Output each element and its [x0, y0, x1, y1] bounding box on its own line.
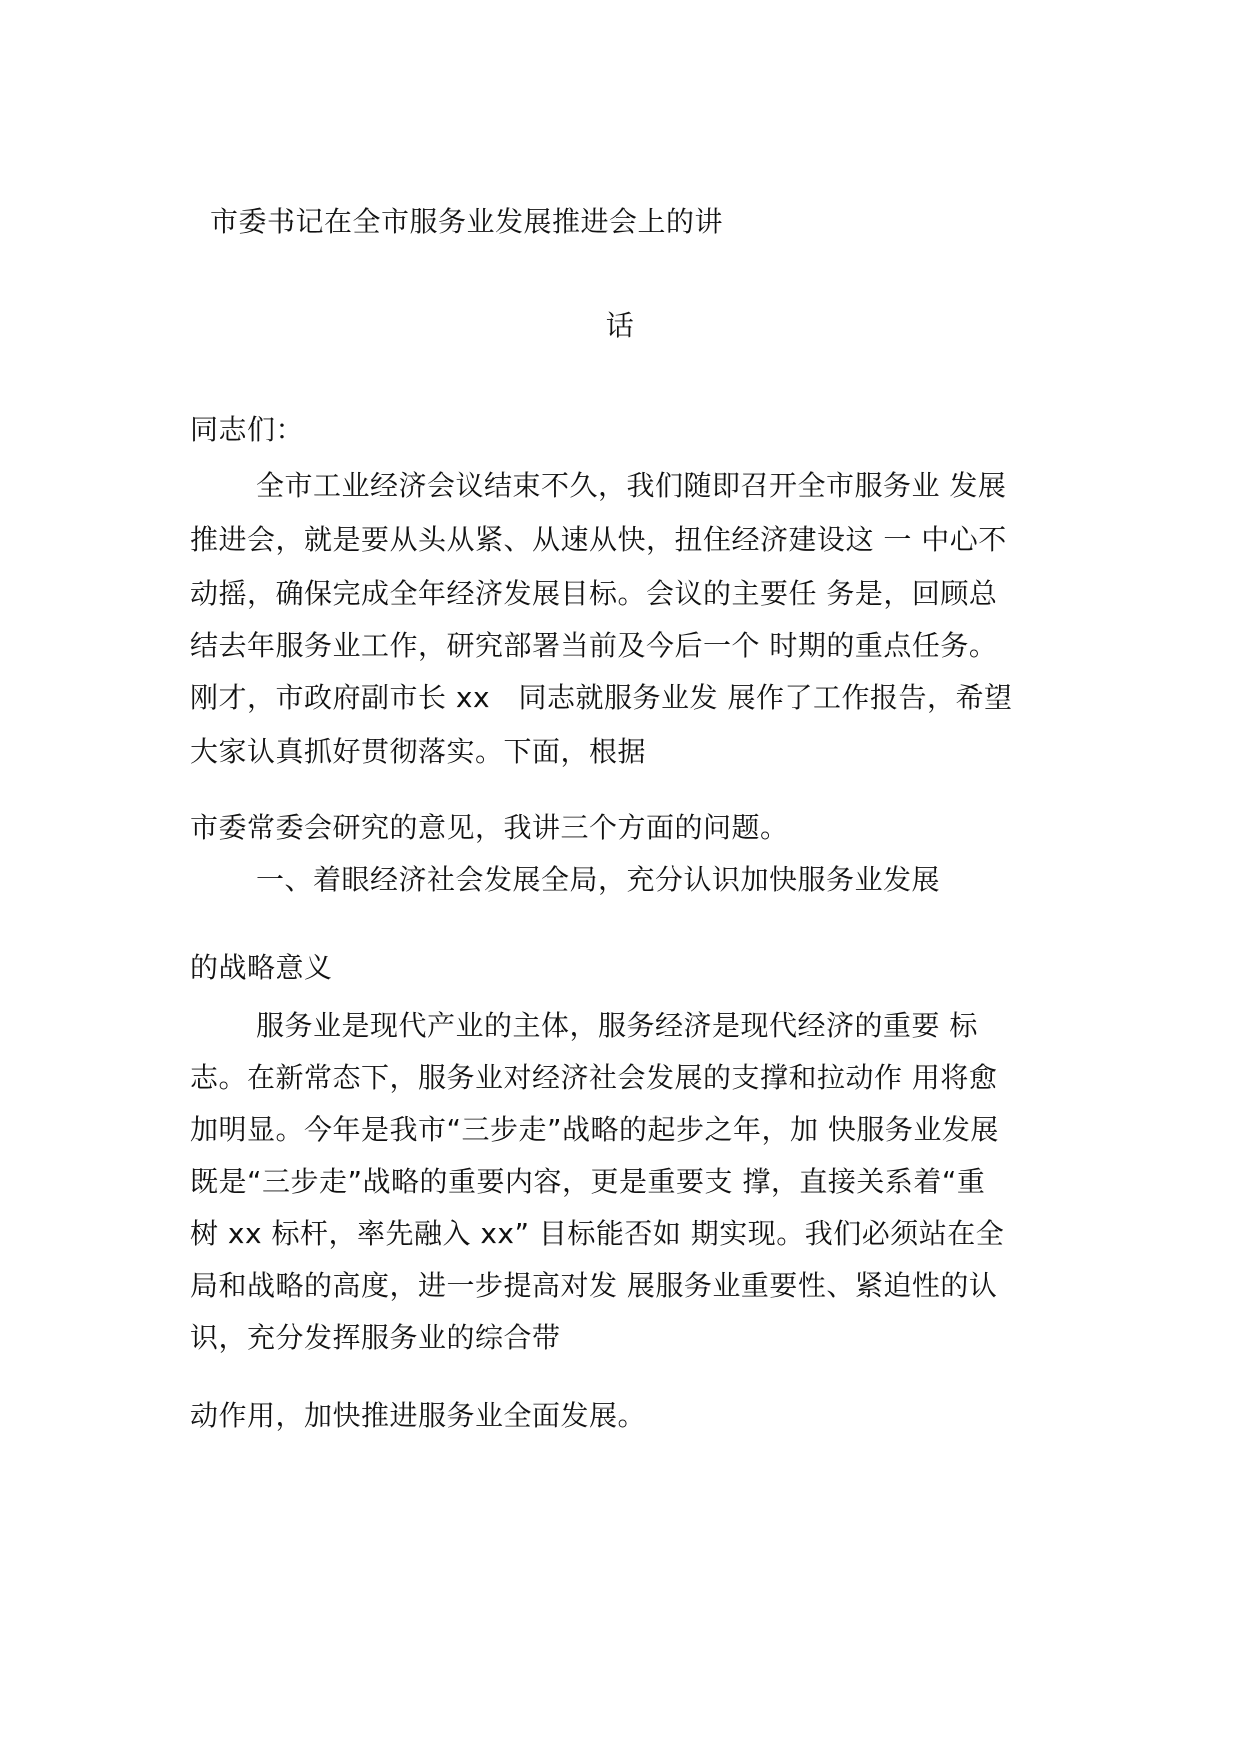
paragraph1-line1: 全市工业经济会议结束不久，我们随即召开全市服务业 发展 [256, 469, 1007, 502]
paragraph1-line4: 结去年服务业工作，研究部署当前及今后一个 时期的重点任务。 [190, 629, 998, 662]
salutation: 同志们： [190, 413, 305, 446]
document-title-line2: 话 [605, 309, 635, 342]
paragraph2-line5: 树 xx 标杆，率先融入 xx” 目标能否如 期实现。我们必须站在全 [190, 1217, 1005, 1250]
paragraph2-line2: 志。在新常态下，服务业对经济社会发展的支撑和拉动作 用将愈 [190, 1061, 998, 1094]
document-title-line1: 市委书记在全市服务业发展推进会上的讲 [210, 205, 724, 238]
paragraph1-line5: 刚才，市政府副市长 xx 同志就服务业发 展作了工作报告，希望 [190, 681, 1013, 714]
paragraph1-line2: 推进会，就是要从头从紧、从速从快，扭住经济建设这 一 中心不 [190, 523, 1007, 556]
paragraph2-line6: 局和战略的高度，进一步提高对发 展服务业重要性、紧迫性的认 [190, 1269, 998, 1302]
paragraph1-tail: 市委常委会研究的意见，我讲三个方面的问题。 [190, 811, 789, 844]
section-heading1-line1: 一、着眼经济社会发展全局，充分认识加快服务业发展 [256, 863, 941, 896]
paragraph2-tail: 动作用，加快推进服务业全面发展。 [190, 1399, 647, 1432]
paragraph2-line1: 服务业是现代产业的主体，服务经济是现代经济的重要 标 [256, 1009, 978, 1042]
section-heading1-line2: 的战略意义 [190, 951, 333, 984]
paragraph2-line3: 加明显。今年是我市“三步走”战略的起步之年，加 快服务业发展 [190, 1113, 999, 1146]
paragraph2-line4: 既是“三步走”战略的重要内容，更是重要支 撑，直接关系着“重 [190, 1165, 986, 1198]
paragraph2-line7: 识，充分发挥服务业的综合带 [190, 1321, 561, 1354]
paragraph1-line6: 大家认真抓好贯彻落实。下面，根据 [190, 735, 647, 768]
paragraph1-line3: 动摇，确保完成全年经济发展目标。会议的主要任 务是，回顾总 [190, 577, 998, 610]
